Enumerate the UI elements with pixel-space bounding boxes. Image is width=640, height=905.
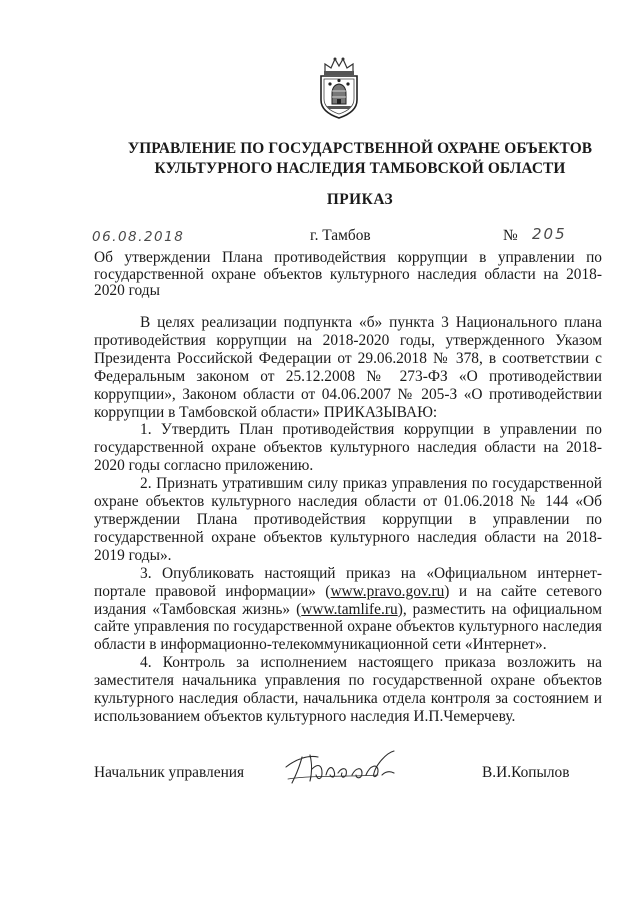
order-date: 06.08.2018 [92, 229, 185, 245]
organization-name-line2: КУЛЬТУРНОГО НАСЛЕДИЯ ТАМБОВСКОЙ ОБЛАСТИ [154, 160, 566, 177]
item-2-paragraph: 2. Признать утратившим силу приказ управления по государственной охране объектов культурного наследия области от 01.06.2018 № 144 «Об утверждении Плана противодействия коррупции в управлении по государственной охране объектов культурного наследия области на 2018-2019 годы». [94, 475, 602, 564]
order-city: г. Тамбов [310, 227, 371, 244]
item-3-text-c: ), разместить на официальном сайте управления по государственной охране объектов культурного наследия области в информационно-телекоммуникационной сети «Интернет». [94, 600, 603, 654]
organization-name-line1: УПРАВЛЕНИЕ ПО ГОСУДАРСТВЕННОЙ ОХРАНЕ ОБЪЕКТОВ [127, 140, 593, 157]
order-number-label: № [503, 227, 518, 244]
signatory-name: В.И.Копылов [482, 764, 570, 781]
document-title: ПРИКАЗ [326, 191, 394, 208]
pravo-gov-link[interactable]: www.pravo.gov.ru [330, 582, 445, 600]
tamlife-link[interactable]: www.tamlife.ru [301, 600, 398, 618]
order-subject: Об утверждении Плана противодействия коррупции в управлении по государственной охране объектов культурного наследия области на 2018-2020 годы [94, 249, 602, 300]
signatory-position: Начальник управления [94, 764, 245, 781]
order-body [94, 314, 602, 726]
tambov-region-coat-of-arms-icon [315, 56, 363, 120]
item-3-text-a: 3. Опубликовать настоящий приказ на «Официальном интернет-портале правовой информации» ( [94, 564, 602, 600]
handwritten-signature [282, 745, 422, 787]
preamble-paragraph: В целях реализации подпункта «б» пункта 3 Национального плана противодействия коррупции на 2018-2020 годы, утвержденного Указом Президента Российской Федерации от 29.06.2018 № 378, в соответствии с Федеральным законом от 25.12.2008 № 273-ФЗ «О противодействии коррупции», Законом области от 04.06.2007 № 205-З «О противодействии коррупции в Тамбовской области» ПРИКАЗЫВАЮ: [94, 314, 602, 421]
item-3-text-b: ) и на сайте сетевого издания «Тамбовская жизнь» ( [94, 582, 602, 618]
item-1-paragraph: 1. Утвердить План противодействия коррупции в управлении по государственной охране объектов культурного наследия области на 2018-2020 годы согласно приложению. [94, 421, 602, 475]
item-3-paragraph [94, 565, 602, 655]
item-4-paragraph: 4. Контроль за исполнением настоящего приказа возложить на заместителя начальника управления по государственной охране объектов культурного наследия области, начальника отдела контроля за состоянием и использованием объектов культурного наследия И.П.Чемерчеву. [94, 654, 602, 725]
order-number: 205 [532, 225, 567, 243]
